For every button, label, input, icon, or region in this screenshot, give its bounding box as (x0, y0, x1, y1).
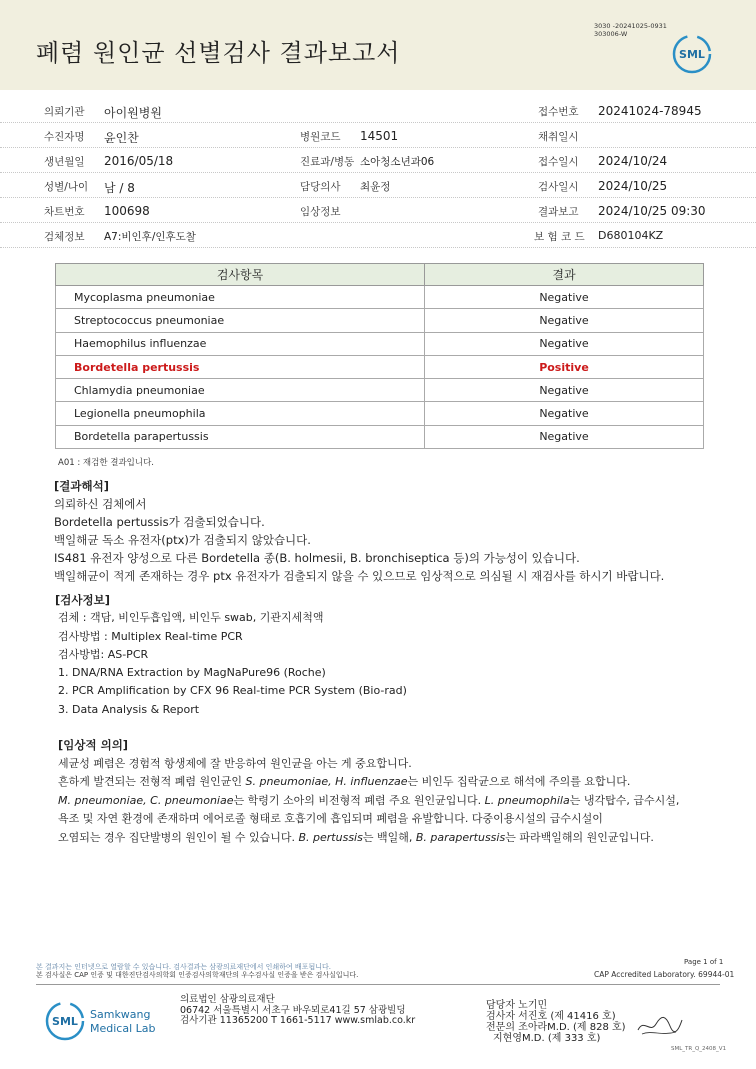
info-row (0, 198, 756, 223)
org-name: 의료법인 삼광의료재단 (180, 994, 275, 1005)
interpretation-line: 백일해균 독소 유전자(ptx)가 검출되지 않았습니다. (54, 533, 311, 547)
doctor-label: 담당의사 (300, 181, 341, 193)
receipt-no-label: 접수번호 (538, 106, 579, 118)
dob-value: 2016/05/18 (104, 154, 174, 168)
test-item-result: Negative (425, 286, 704, 309)
clinical-organism: B. parapertussis (415, 830, 506, 844)
test-item-result: Negative (425, 309, 704, 332)
test-info-method: 검사방법 : Multiplex Real-time PCR (58, 629, 243, 643)
form-version: SML_TR_Q_2408_V1 (671, 1046, 727, 1052)
samkwang-logo-mark: SML (52, 1015, 78, 1028)
test-date-value: 2024/10/25 (598, 179, 668, 193)
department-label: 진료과/병동 (300, 156, 355, 168)
clinical-text: 는 파라백일해의 원인균입니다. (505, 830, 654, 844)
department-value: 소아청소년과06 (360, 156, 435, 168)
clinical-section (58, 736, 728, 847)
hospital-code-label: 병원코드 (300, 131, 341, 143)
test-item-name: Chlamydia pneumoniae (56, 379, 425, 402)
report-date-label: 결과보고 (538, 206, 579, 218)
table-row (56, 425, 704, 448)
interpretation-line: 의뢰하신 검체에서 (54, 497, 147, 511)
col-result-header: 결과 (425, 264, 704, 286)
table-row (56, 379, 704, 402)
interpretation-section (54, 477, 714, 582)
test-date-label: 검사일시 (538, 181, 579, 193)
results-table (55, 263, 704, 449)
insurance-value: D680104KZ (598, 229, 664, 242)
table-row-positive (56, 355, 704, 378)
specimen-label: 검체정보 (44, 231, 85, 243)
insurance-label: 보 험 코 드 (534, 231, 585, 243)
staff-line: 전문의 조아라M.D. (제 828 호) (486, 1022, 626, 1033)
signature (636, 1012, 684, 1040)
test-item-name: Streptococcus pneumoniae (56, 309, 425, 332)
test-info-method: 검사방법: AS-PCR (58, 647, 149, 661)
clinical-text: 오염되는 경우 집단발병의 원인이 될 수 있습니다. (58, 830, 299, 844)
results-header-row (56, 264, 704, 286)
doctor-value: 최윤정 (360, 181, 391, 193)
info-row (0, 123, 756, 148)
clinical-text: 는 비인두 집락균으로 해석에 주의를 요합니다. (407, 775, 631, 788)
test-item-result: Negative (425, 379, 704, 402)
staff-line: 검사자 서진호 (제 41416 호) (486, 1011, 616, 1022)
footer-divider (36, 984, 720, 985)
test-info-specimen: 검체 : 객담, 비인두흡입액, 비인두 swab, 기관지세척액 (58, 611, 324, 625)
sex-age-value: 남 / 8 (104, 181, 135, 195)
samkwang-logo-name: Samkwang (90, 1008, 151, 1021)
staff-line: 담당자 노기민 (486, 1000, 548, 1011)
test-item-result: Negative (425, 332, 704, 355)
footer-notice: 본 결과지는 인터넷으로 열람할 수 있습니다. 검사결과는 삼광의료재단에서 인쇄하여 배포됩니다. (36, 963, 331, 971)
interpretation-heading: [결과해석] (54, 479, 109, 493)
specimen-value: A7:비인후/인후도찰 (104, 231, 196, 243)
clinical-organism: M. pneumoniae, C. pneumoniae (58, 793, 234, 807)
clinical-organism: B. pertussis (298, 830, 363, 844)
clinical-organism: L. pneumophila (484, 793, 570, 807)
info-row (0, 98, 756, 123)
test-info-step: 2. PCR Amplification by CFX 96 Real-time PCR System (Bio-rad) (58, 684, 407, 698)
interpretation-line: 백일해균이 적게 존재하는 경우 ptx 유전자가 검출되지 않을 수 있으므로 임상적으로 의심될 시 재검사를 하시기 바랍니다. (54, 569, 665, 583)
clinical-line: 세균성 폐렴은 경험적 항생제에 잘 반응하여 원인균을 아는 게 중요합니다. (58, 756, 412, 770)
clinical-info-label: 임상정보 (300, 206, 341, 218)
test-item-name: Bordetella pertussis (56, 355, 425, 378)
hospital-code-value: 14501 (360, 129, 399, 143)
patient-value: 윤인찬 (104, 131, 139, 145)
org-contact: 검사기관 11365200 T 1661-5117 www.smlab.co.kr (180, 1015, 416, 1026)
sml-logo-text: SML (679, 48, 705, 61)
test-item-name: Bordetella parapertussis (56, 425, 425, 448)
test-info-step: 1. DNA/RNA Extraction by MagNaPure96 (Roche) (58, 666, 326, 680)
report-code-2: 303006-W (594, 30, 628, 38)
col-item-header: 검사항목 (56, 264, 425, 286)
test-item-name: Mycoplasma pneumoniae (56, 286, 425, 309)
org-address: 06742 서울특별시 서초구 바우뫼로41길 57 삼광빌딩 (180, 1004, 406, 1016)
dob-label: 생년월일 (44, 156, 85, 168)
clinical-text: 는 백일해, (362, 830, 416, 844)
clinical-organism: S. pneumoniae, H. influenzae (245, 775, 408, 788)
page-number: Page 1 of 1 (684, 958, 724, 966)
clinical-text: 는 냉각탑수, 급수시설, (569, 793, 680, 807)
report-code-1: 3030 -20241025-0931 (594, 22, 667, 30)
info-row (0, 148, 756, 173)
test-item-name: Haemophilus influenzae (56, 332, 425, 355)
patient-label: 수진자명 (44, 131, 85, 143)
test-item-result: Negative (425, 425, 704, 448)
test-item-result: Positive (425, 355, 704, 378)
collection-date-label: 채취일시 (538, 131, 579, 143)
info-row (0, 223, 756, 248)
interpretation-line: Bordetella pertussis가 검출되었습니다. (54, 515, 265, 529)
test-info-heading: [검사정보] (55, 593, 110, 607)
staff-info (486, 1000, 626, 1044)
table-row (56, 309, 704, 332)
receipt-no-value: 20241024-78945 (598, 104, 702, 118)
clinical-line (58, 792, 728, 811)
institution-value: 아이원병원 (104, 106, 162, 120)
clinical-heading: [임상적 의의] (58, 738, 129, 752)
chart-no-value: 100698 (104, 204, 150, 218)
table-row (56, 332, 704, 355)
clinical-text: 흔하게 발견되는 전형적 폐렴 원인균인 (58, 775, 246, 788)
table-row (56, 286, 704, 309)
receipt-date-value: 2024/10/24 (598, 154, 668, 168)
test-info-section (55, 591, 407, 719)
clinical-line (58, 773, 728, 792)
clinical-text: 는 학령기 소아의 비전형적 폐렴 주요 원인균입니다. (233, 793, 485, 807)
cap-accreditation: CAP Accredited Laboratory. 69944-01 (594, 970, 735, 979)
report-date-value: 2024/10/25 09:30 (598, 204, 706, 218)
report-codes (594, 22, 667, 38)
samkwang-logo (44, 1000, 174, 1042)
footer-certification: 본 검사실은 CAP 인증 및 대한진단검사의학회 인증검사의학재단의 우수검사실 인증을 받은 검사실입니다. (36, 971, 359, 979)
interpretation-line: IS481 유전자 양성으로 다른 Bordetella 종(B. holmesii, B. bronchiseptica 등)의 가능성이 있습니다. (54, 551, 580, 565)
sex-age-label: 성별/나이 (44, 181, 89, 193)
receipt-date-label: 접수일시 (538, 156, 579, 168)
info-row (0, 173, 756, 198)
retest-note: A01 : 재검한 결과입니다. (58, 458, 154, 468)
sml-logo (671, 33, 713, 75)
test-info-step: 3. Data Analysis & Report (58, 702, 200, 716)
report-title: 폐렴 원인균 선별검사 결과보고서 (36, 39, 401, 67)
institution-label: 의뢰기관 (44, 106, 85, 118)
table-row (56, 402, 704, 425)
samkwang-logo-name: Medical Lab (90, 1022, 156, 1035)
test-item-name: Legionella pneumophila (56, 402, 425, 425)
test-item-result: Negative (425, 402, 704, 425)
clinical-line (58, 829, 728, 848)
clinical-line: 욕조 및 자연 환경에 존재하며 에어로졸 형태로 호흡기에 흡입되며 폐렴을 유발합니다. 다중이용시설의 급수시설이 (58, 812, 603, 825)
chart-no-label: 차트번호 (44, 206, 85, 218)
staff-line: 지현영M.D. (제 333 호) (493, 1033, 601, 1044)
organization-info (180, 995, 415, 1027)
